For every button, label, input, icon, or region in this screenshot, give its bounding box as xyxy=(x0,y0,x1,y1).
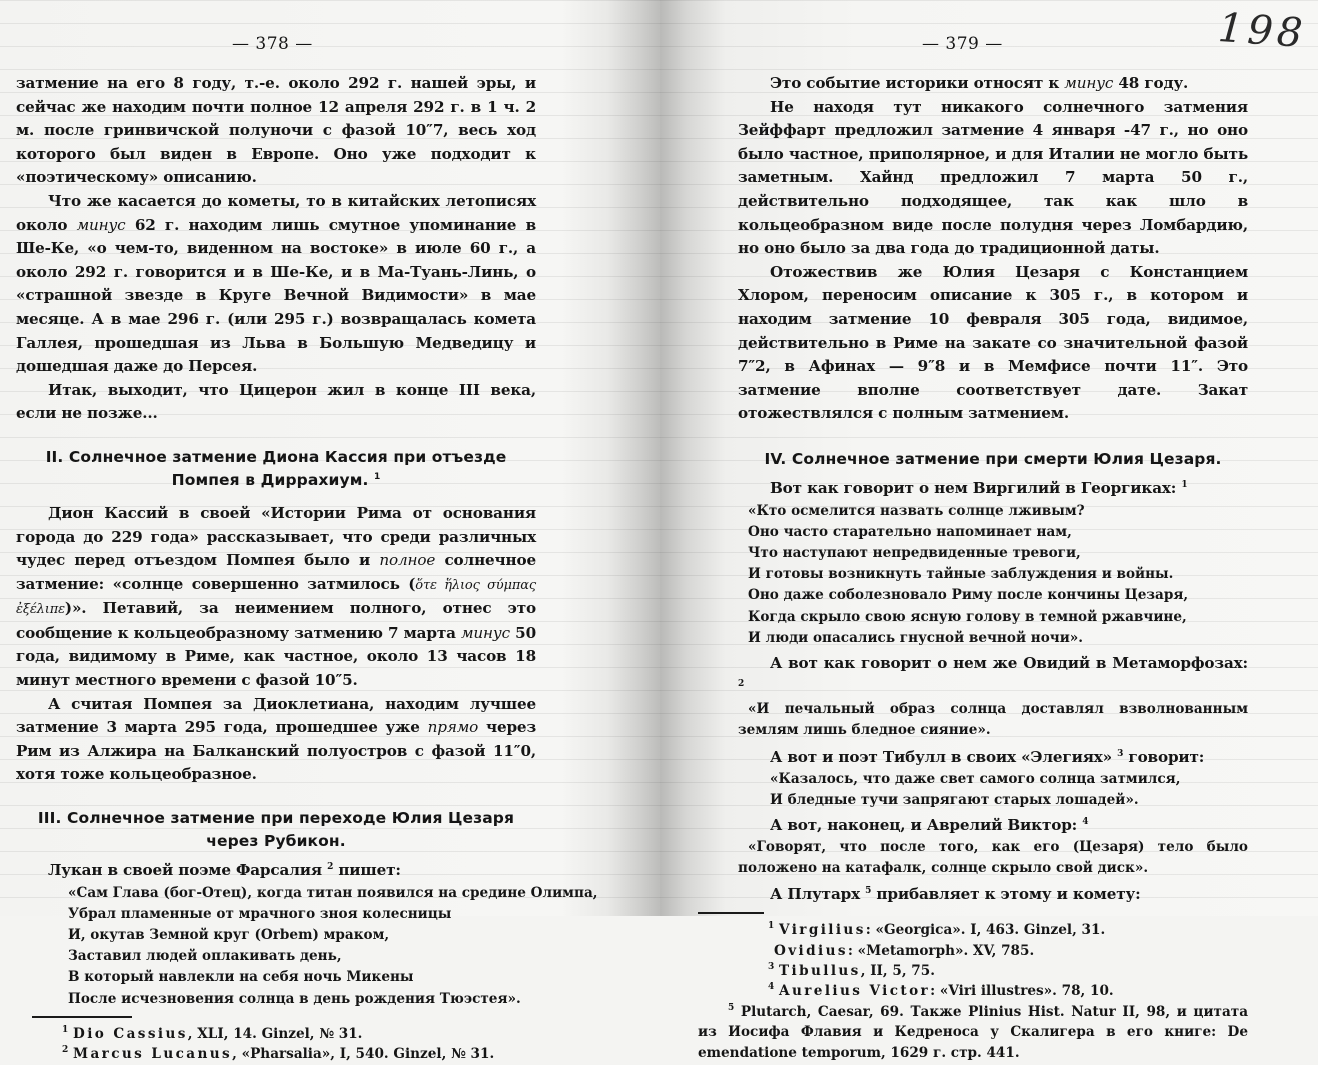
footnote-ref[interactable]: 4 xyxy=(1082,816,1089,827)
footnote-text: , II, 5, 75. xyxy=(860,962,935,979)
footnote xyxy=(62,1024,536,1044)
footnote-text: : «Georgica». I, 463. Ginzel, 31. xyxy=(865,922,1106,939)
text-run: Что же касается до кометы, то в китайских летописях около xyxy=(16,191,536,234)
verse-quote xyxy=(16,883,598,1010)
paragraph xyxy=(16,190,536,379)
paragraph xyxy=(16,859,536,883)
page-number: — 378 — xyxy=(232,34,313,54)
verse-line: «Казалось, что даже свет самого солнца затмился, xyxy=(770,771,1181,788)
verse-line: «Сам Глава (бог-Отец), когда титан появился на средине Олимпа, xyxy=(68,884,598,901)
verse-line: И, окутав Земной круг (Orbem) мраком, xyxy=(68,927,390,944)
footnote-number: 1 xyxy=(768,921,775,932)
footnote-author: Tibullus xyxy=(779,962,861,979)
paragraph: затмение на его 8 году, т.-е. около 292 г. нашей эры, и сейчас же находим почти полное 12 апреля 292 г. в 1 ч. 2 м. после гринвичской полуночи с фазой 10″7, весь ход которого был виден в Европе. Оно уже подходит к «поэтическому» описанию. xyxy=(16,74,536,187)
footnote xyxy=(738,981,1248,1001)
footnote-author: Plutarch xyxy=(740,1003,807,1020)
paragraph xyxy=(738,477,1248,501)
italic-text: минус xyxy=(76,215,126,234)
footnote-text: : «Metamorph». XV, 785. xyxy=(847,942,1035,959)
quote: «И печальный образ солнца доставлял взволнованным землям лишь бледное сияние». xyxy=(738,701,1248,739)
footnotes xyxy=(16,1024,536,1065)
italic-text: минус xyxy=(1064,74,1114,92)
paragraph xyxy=(738,652,1248,699)
footnote-ref[interactable]: 3 xyxy=(1117,748,1124,759)
paragraph xyxy=(738,72,1248,96)
text-run: через Рим из Алжира на Балканский полуостров с фазой 11″0, хотя тоже кольцеобразное. xyxy=(16,718,536,784)
verse-line: И бледные тучи запрягают старых лошадей». xyxy=(770,792,1139,809)
text-run: А считая Помпея за Диоклетиана, находим лучшее затмение 3 марта 295 года, прошедшее уже xyxy=(16,694,536,737)
quote: «Говорят, что после того, как его (Цезаря) тело было положено на катафалк, солнце скрыло свой диск». xyxy=(738,839,1248,877)
footnote-ref[interactable]: 2 xyxy=(327,862,334,873)
footnote-text: , «Pharsalia», I, 540. Ginzel, № 31. xyxy=(232,1046,495,1063)
footnote-author: Dio Cassius xyxy=(73,1025,188,1042)
text-run: 62 г. находим лишь смутное упоминание в Ше-Ке, «о чем-то, виденном на востоке» в июле 60 г., а около 292 г. говорится и в Ше-Ке, и в Ма-Туань-Линь, о «страшной звезде в Круге Вечной Видимости» в мае месяце. А в мае 296 г. (или 295 г.) возвращалась комета Галлея, прошедшая из Льва в Большую Медведицу и дошедшая даже до Персея. xyxy=(16,215,536,376)
heading-text: II. Солнечное затмение Диона Кассия при отъезде Помпея в Диррахиум. xyxy=(45,447,507,489)
text-run: пишет: xyxy=(333,861,401,880)
footnote-number: 2 xyxy=(62,1045,69,1056)
verse-line: И люди опасались гнусной вечной ночи». xyxy=(748,629,1084,646)
footnote-ref[interactable]: 2 xyxy=(738,678,745,689)
footnote xyxy=(738,920,1248,940)
footnote-author: Ovidius xyxy=(774,942,848,959)
verse-line: В который навлекли на себя ночь Микены xyxy=(68,969,414,986)
italic-text: прямо xyxy=(427,718,479,737)
text-run: А Плутарх xyxy=(770,884,861,903)
paragraph: Итак, выходит, что Цицерон жил в конце III века, если не позже... xyxy=(16,380,536,423)
greek-quote: ὅτε ἥλιος σύμπας ἐξέλιπε xyxy=(16,577,537,618)
footnote-ref[interactable]: 5 xyxy=(865,885,872,896)
verse-line: Заставил людей оплакивать день, xyxy=(68,948,342,965)
verse-quote xyxy=(738,769,1248,811)
footnote-author: Virgilius xyxy=(779,922,866,939)
text-run: 48 году. xyxy=(1113,74,1189,92)
text-run: А вот и поэт Тибулл в своих «Элегиях» xyxy=(770,747,1113,766)
verse-line: Убрал пламенные от мрачного зноя колесницы xyxy=(68,905,452,922)
verse-line: «Кто осмелится назвать солнце лживым? xyxy=(748,502,1085,519)
verse-line: И готовы возникнуть тайные заблуждения и войны. xyxy=(748,566,1174,583)
italic-text: полное xyxy=(379,551,436,570)
paragraph: Отожествив же Юлия Цезаря с Констанцием Хлором, переносим описание к 305 г., в котором и находим затмение 10 февраля 305 года, видимое, действительно в Риме на закате со значительной фазой 7″2, в Афинах — 9″8 и в Мемфисе почти 11″. Это затмение вполне соответствует дате. Закат отожествлялся с полным затмением. xyxy=(738,262,1248,423)
text-run: прибавляет к этому и комету: xyxy=(871,884,1141,903)
footnote xyxy=(738,961,1248,981)
footnote-ref[interactable]: 1 xyxy=(373,471,381,482)
section-heading: IV. Солнечное затмение при смерти Юлия Цезаря. xyxy=(764,449,1222,468)
verse-quote xyxy=(738,501,1248,649)
footnote-text: , XLI, 14. Ginzel, № 31. xyxy=(187,1025,363,1042)
italic-text: минус xyxy=(460,623,510,642)
footnote-divider xyxy=(698,912,764,914)
text-run: Вот как говорит о нем Виргилий в Георгиках: xyxy=(770,478,1177,497)
footnote-text: : «Viri illustres». 78, 10. xyxy=(930,983,1114,1000)
footnote-divider xyxy=(32,1016,132,1018)
text-run: А вот как говорит о нем же Овидий в Метаморфозах: xyxy=(770,653,1248,672)
footnote-number: 3 xyxy=(768,961,775,972)
footnotes xyxy=(698,920,1248,1063)
text-run: Это событие историки относят к xyxy=(770,74,1065,92)
text-run: солнечное затмение: «солнце совершенно затмилось ( xyxy=(16,551,536,593)
footnote-number: 1 xyxy=(62,1024,69,1035)
page-number: — 379 — xyxy=(922,34,1003,54)
text-run: говорит: xyxy=(1123,747,1205,766)
left-page xyxy=(0,0,660,1063)
paragraph xyxy=(738,883,1248,907)
section-heading xyxy=(16,446,536,492)
section-heading: III. Солнечное затмение при переходе Юлия Цезаря через Рубикон. xyxy=(37,809,515,851)
paragraph: Не находя тут никакого солнечного затмения Зейффарт предложил затмение 4 января -47 г., но оно было частное, приполярное, и для Италии не могло быть заметным. Хайнд предложил 7 марта 50 г., действительно подходящее, так как шло в кольцеобразном виде после полудня через Ломбардию, но оно было за два года до традиционной даты. xyxy=(738,97,1248,258)
text-run: А вот, наконец, и Аврелий Виктор: xyxy=(770,815,1078,834)
paragraph xyxy=(16,693,536,787)
verse-line: Что наступают непредвиденные тревоги, xyxy=(748,544,1081,561)
verse-line: После исчезновения солнца в день рождения Тюэстея». xyxy=(68,990,521,1007)
verse-line: Когда скрыло свою ясную голову в темной ржавчине, xyxy=(748,608,1187,625)
footnote-number: 4 xyxy=(768,982,775,993)
right-page xyxy=(660,0,1318,1061)
paragraph xyxy=(16,502,536,693)
text-run: Лукан в своей поэме Фарсалия xyxy=(48,861,322,880)
paragraph xyxy=(738,814,1248,838)
paragraph xyxy=(738,746,1248,770)
verse-line: Оно часто старательно напоминает нам, xyxy=(748,523,1072,540)
footnote-ref[interactable]: 1 xyxy=(1181,479,1188,490)
footnote xyxy=(698,1002,1248,1063)
text-run: Дион Кассий в своей «Истории Рима от основания города до 229 года» рассказывает, что среди различных чудес перед отъездом Помпея было и xyxy=(16,503,536,570)
handwritten-folio-number: 198 xyxy=(1216,4,1308,58)
verse-line: Оно даже соболезновало Риму после кончины Цезаря, xyxy=(748,587,1189,604)
footnote-text: , Caesar, 69. Также Plinius Hist. Natur II, 98, и цитата из Иосифа Флавия и Кедреноса у Скалигера в его книге: De emendatione temporum, 1629 г. стр. 441. xyxy=(698,1003,1248,1061)
footnote-author: Marcus Lucanus xyxy=(73,1046,233,1063)
text-run: 50 года, видимому в Риме, как частное, около 13 часов 18 минут местного времени с фазой 10″5. xyxy=(16,623,536,690)
footnote xyxy=(738,941,1248,961)
footnote xyxy=(62,1044,536,1064)
text-run: )». Петавий, за неимением полного, отнес это сообщение к кольцеобразному затмению 7 марта xyxy=(16,599,536,642)
footnote-author: Aurelius Victor xyxy=(779,983,931,1000)
footnote-number: 5 xyxy=(728,1002,735,1013)
text-column xyxy=(698,72,1248,1063)
